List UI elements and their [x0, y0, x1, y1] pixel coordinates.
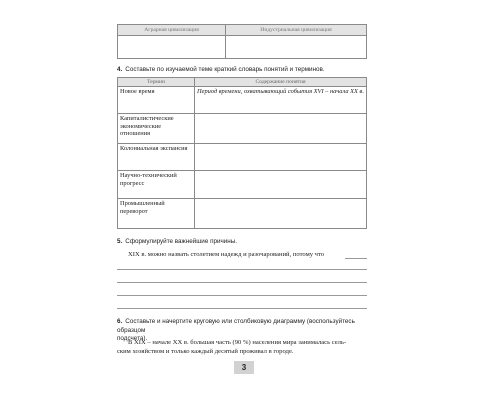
task-4-text: Составьте по изучаемой теме краткий словарь понятий и терминов. — [125, 66, 325, 73]
civ-header-agrarian: Аграрная цивилизация — [118, 25, 226, 36]
civ-cell-industrial[interactable] — [226, 36, 367, 59]
task-6-body-line1: В XIX – начале XX в. большая часть (90 %) населения мира занималась сель- — [128, 339, 347, 346]
writing-line[interactable] — [117, 295, 367, 296]
term-cell: Научно-технический прогресс — [118, 171, 195, 199]
task-6-body-line2: ским хозяйством и только каждый десятый проживал в городе. — [117, 348, 294, 355]
task-5-number: 5. — [117, 238, 123, 245]
page-number: 3 — [234, 361, 254, 374]
definition-cell[interactable] — [195, 114, 367, 144]
term-cell: Промышленный переворот — [118, 199, 195, 229]
table-row — [118, 199, 367, 229]
table-row — [118, 144, 367, 171]
definition-cell[interactable] — [195, 171, 367, 199]
table-row — [118, 114, 367, 144]
term-cell: Капиталистические экономические отношения — [118, 114, 195, 144]
vocab-header-content: Содержание понятия — [195, 78, 367, 87]
table-row — [118, 87, 367, 114]
vocab-header-term: Термин — [118, 78, 195, 87]
writing-line[interactable] — [117, 308, 367, 309]
vocabulary-table — [117, 77, 367, 229]
term-cell: Новое время — [118, 87, 195, 114]
task-5-text: Сформулируйте важнейшие причины. — [125, 238, 238, 245]
term-cell: Колониальная экспансия — [118, 144, 195, 171]
task-5-title — [117, 238, 237, 245]
writing-line[interactable] — [117, 269, 367, 270]
civilization-table — [117, 24, 367, 59]
civ-header-industrial: Индустриальная цивилизация — [226, 25, 367, 36]
writing-line[interactable] — [345, 258, 367, 259]
definition-cell: Период времени, охватывающий события XVI – начала XX в. — [195, 87, 367, 114]
definition-cell[interactable] — [195, 199, 367, 229]
civ-cell-agrarian[interactable] — [118, 36, 226, 59]
task-6-number: 6. — [117, 318, 123, 325]
task-4-number: 4. — [117, 66, 123, 73]
definition-cell[interactable] — [195, 144, 367, 171]
task-4-title — [117, 66, 325, 73]
table-row — [118, 171, 367, 199]
task-6-text-line2: подсчета). — [117, 335, 148, 342]
task-5-body: XIX в. можно назвать столетием надежд и разочарований, потому что — [128, 251, 325, 258]
task-6-text-line1: Составьте и начертите круговую или столбиковую диаграмму (воспользуйтесь образцом — [117, 318, 355, 334]
writing-line[interactable] — [117, 282, 367, 283]
